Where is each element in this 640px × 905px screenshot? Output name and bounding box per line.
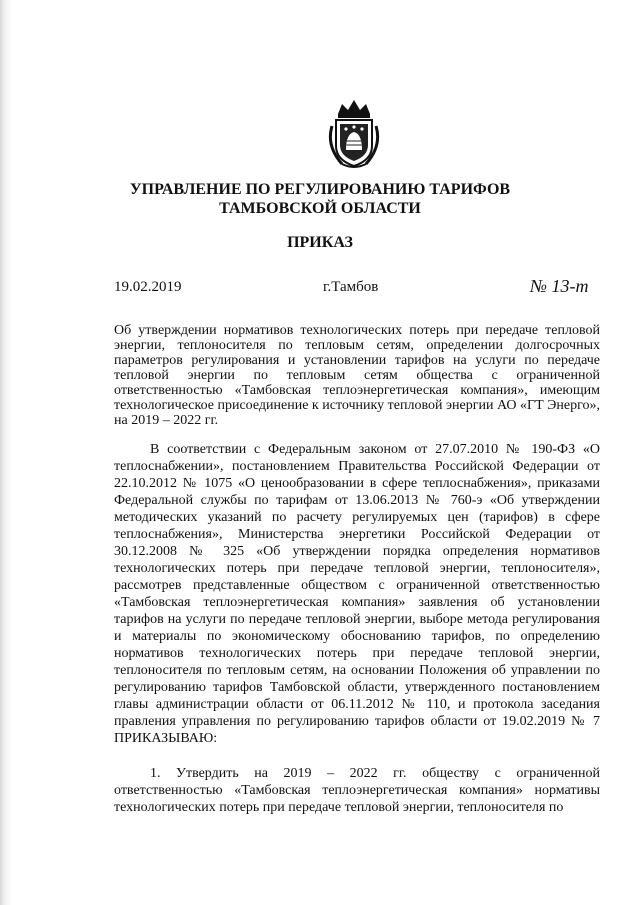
document-title: Об утверждении нормативов технологических потерь при передаче тепловой энергии, теплоносителя по тепловым сетям, определении долгосрочных параметров регулирования и установлении тарифов на услуги по передаче тепловой энергии по тепловым сетям общества с ограниченной ответственностью «Тамбовская теплоэнергетическая компания», имеющим технологическое присоединение к источнику тепловой энергии АО «ГТ Энерго», на 2019 – 2022 гг. bbox=[114, 323, 600, 428]
order-item-1: 1. Утвердить на 2019 – 2022 гг. обществу с ограниченной ответственностью «Тамбовская теплоэнергетическая компания» нормативы технологических потерь при передаче тепловой энергии, теплоносителя по bbox=[114, 766, 600, 815]
scan-edge-shadow bbox=[0, 0, 12, 905]
organization-name bbox=[0, 180, 640, 218]
document-body bbox=[114, 441, 600, 816]
coat-of-arms-emblem bbox=[322, 96, 386, 170]
org-line-1: УПРАВЛЕНИЕ ПО РЕГУЛИРОВАНИЮ ТАРИФОВ bbox=[129, 181, 511, 198]
document-date: 19.02.2019 bbox=[114, 279, 182, 295]
preamble-paragraph: В соответствии с Федеральным законом от 27.07.2010 № 190-ФЗ «О теплоснабжении», постановлением Правительства Российской Федерации от 22.10.2012 № 1075 «О ценообразовании в сфере теплоснабжения», приказами Федеральной службы по тарифам от 13.06.2013 № 760-э «Об утверждении методических указаний по расчету регулируемых цен (тарифов) в сфере теплоснабжения», Министерства энергетики Российской Федерации от 30.12.2008 № 325 «Об утверждении порядка определения нормативов технологических потерь при передаче тепловой энергии, теплоносителя», рассмотрев представленные обществом с ограниченной ответственностью «Тамбовская теплоэнергетическая компания» заявления об установлении тарифов на услуги по передаче тепловой энергии, выборе метода регулирования и материалы по экономическому обоснованию тарифов, по определению нормативов технологических потерь при передаче тепловой энергии, теплоносителя по тепловым сетям, на основании Положения об управлении по регулированию тарифов Тамбовской области, утвержденного постановлением главы администрации области от 06.11.2012 № 110, и протокола заседания правления управления по регулированию тарифов области от 19.02.2019 № 7 ПРИКАЗЫВАЮ: bbox=[114, 442, 600, 746]
org-line-2: ТАМБОВСКОЙ ОБЛАСТИ bbox=[219, 200, 421, 217]
document-number: № 13-т bbox=[530, 276, 589, 296]
document-type: ПРИКАЗ bbox=[287, 234, 353, 251]
document-city: г.Тамбов bbox=[323, 279, 379, 295]
